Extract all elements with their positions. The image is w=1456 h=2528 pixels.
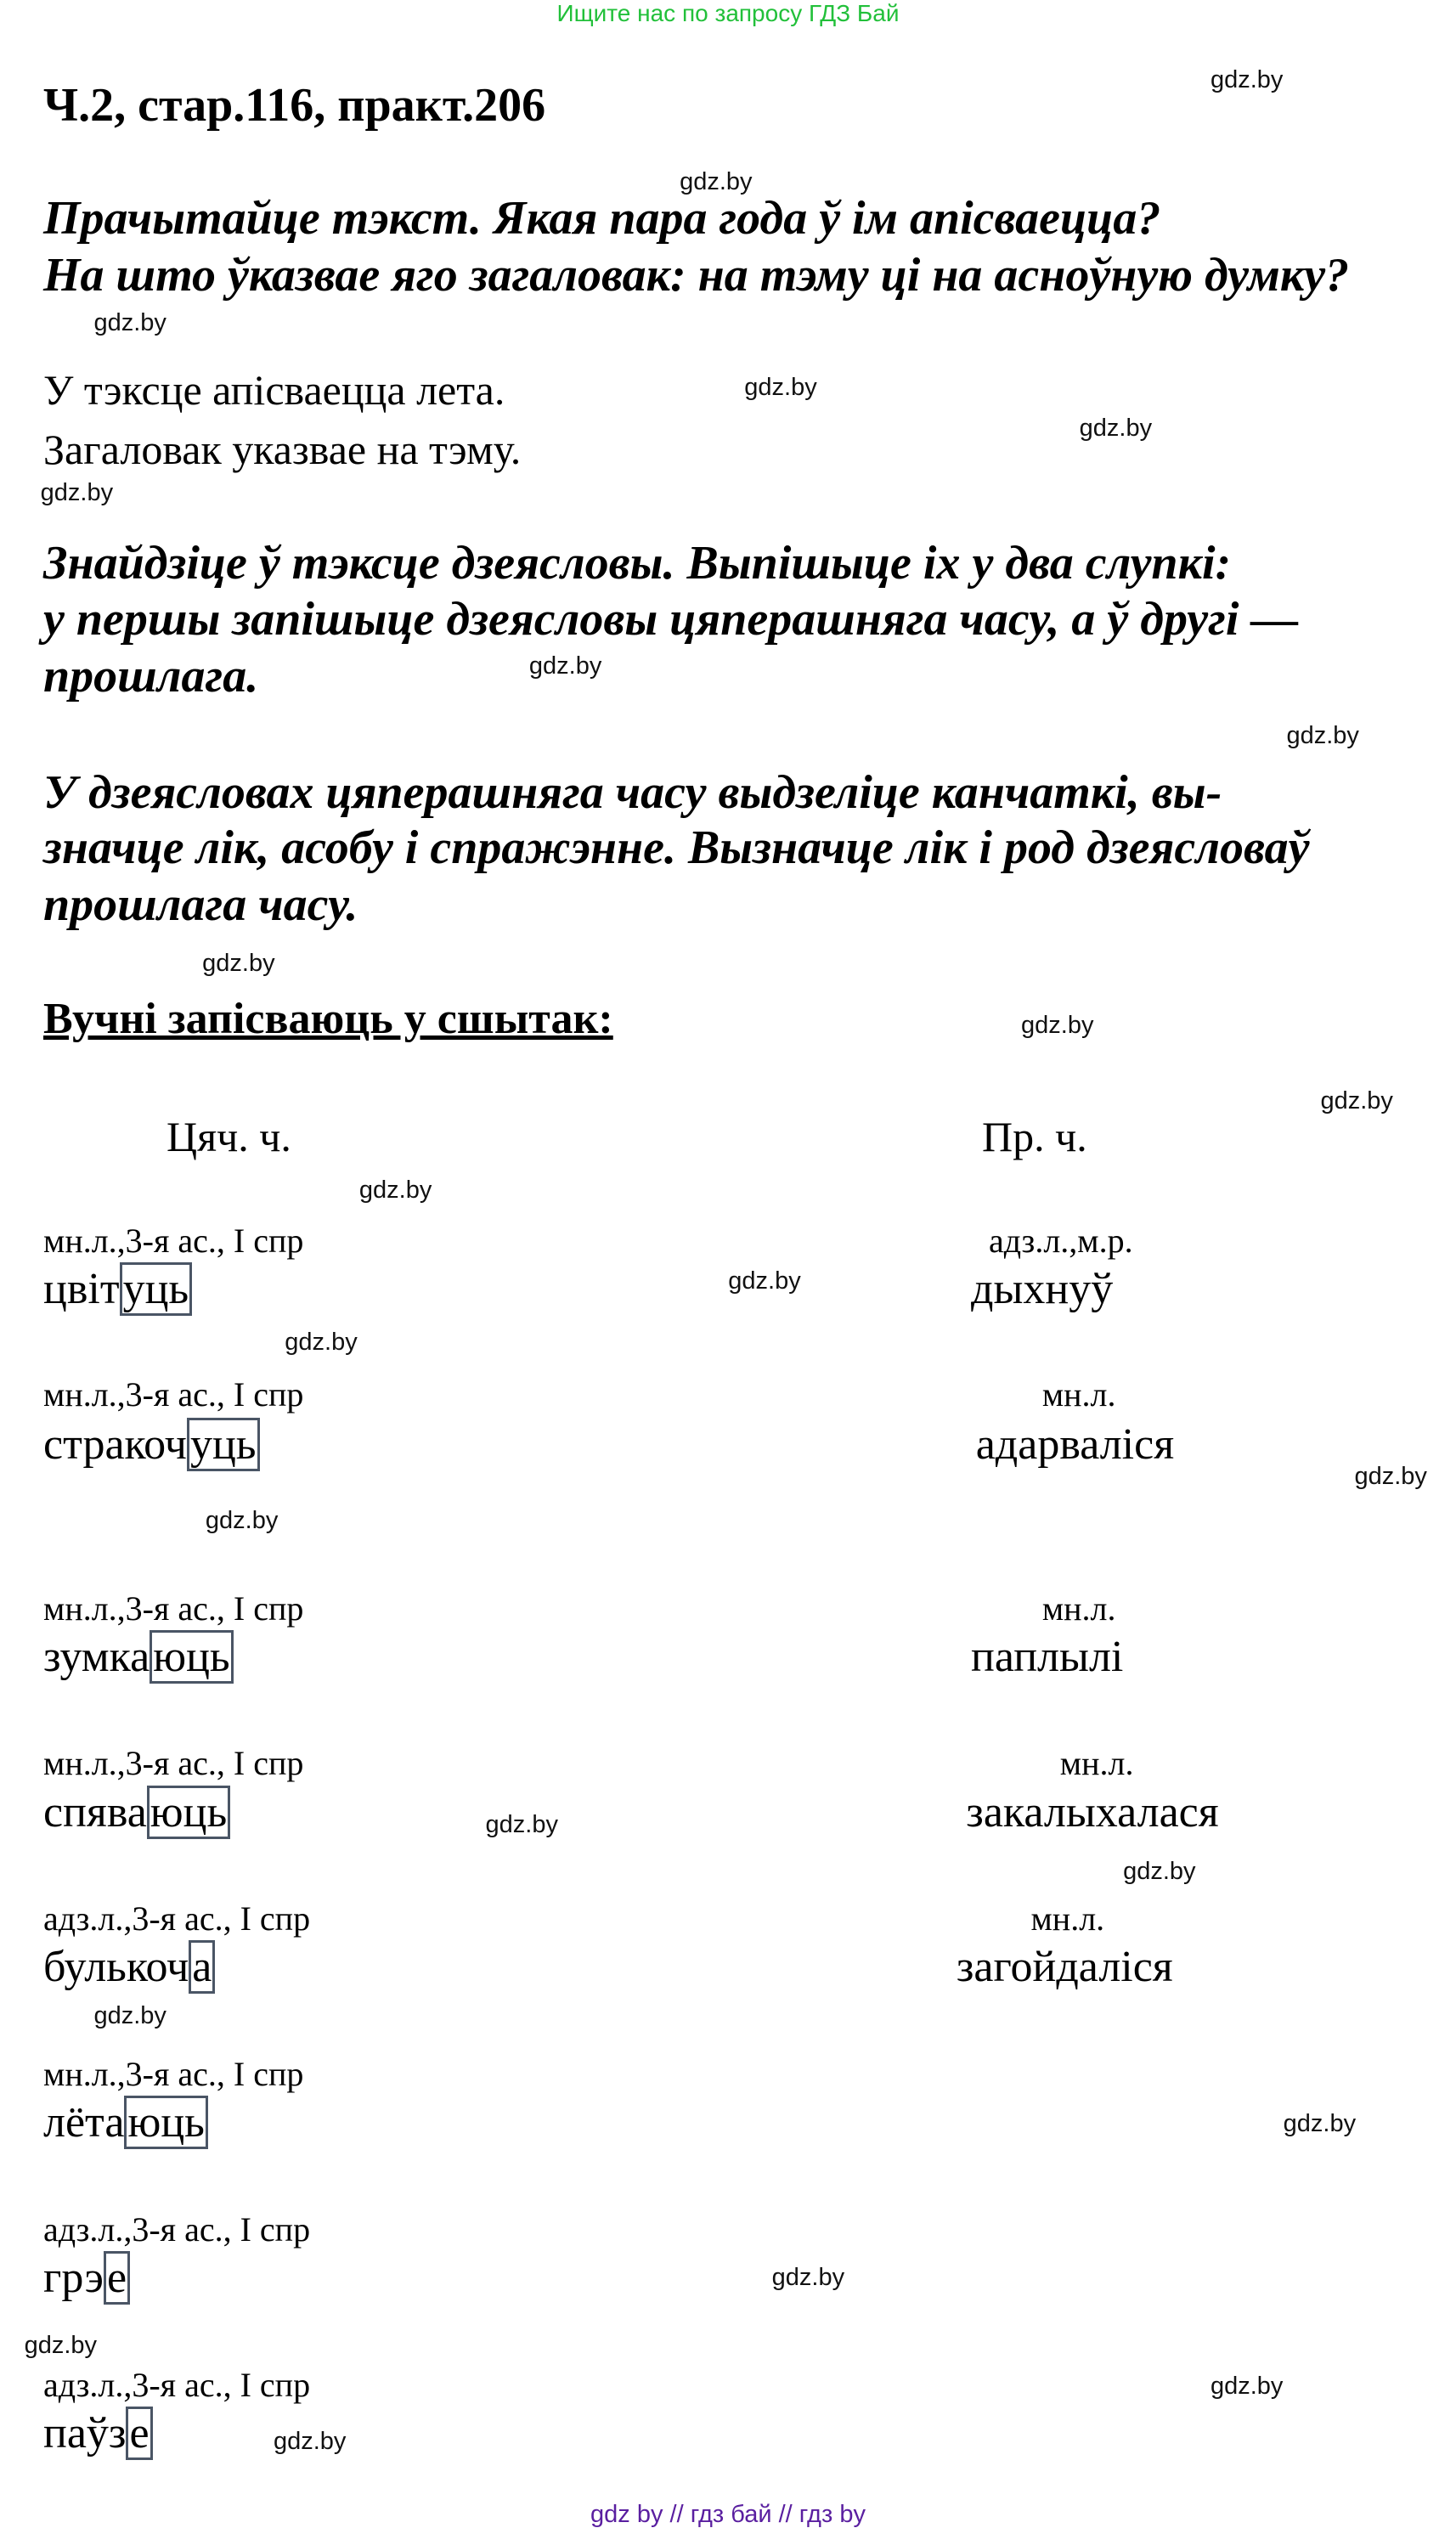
present-verb xyxy=(43,1787,230,1837)
verb-ending-box: юць xyxy=(150,1630,233,1684)
past-verb: дыхнуў xyxy=(971,1265,1114,1314)
watermark: gdz.by xyxy=(1079,414,1153,442)
watermark: gdz.by xyxy=(1354,1463,1427,1491)
present-verb-grammar-label: мн.л.,3-я ас., I спр xyxy=(43,1375,304,1414)
task-2-line: Знайдзіце ў тэксце дзеясловы. Выпішыце іх у два слупкі: xyxy=(43,537,1232,590)
verb-stem: стракоч xyxy=(43,1420,187,1470)
footer-watermark: gdz by // гдз бай // гдз by xyxy=(590,2501,866,2528)
past-verb: загойдаліся xyxy=(956,1943,1173,1992)
watermark: gdz.by xyxy=(202,950,275,978)
watermark: gdz.by xyxy=(1210,66,1284,94)
watermark: gdz.by xyxy=(1286,721,1359,749)
watermark: gdz.by xyxy=(93,2001,166,2029)
present-verb-grammar-label: мн.л.,3-я ас., I спр xyxy=(43,2055,304,2094)
task-1-line: Прачытайце тэкст. Якая пара года ў ім апісваецца? xyxy=(43,192,1161,245)
verb-stem: лёта xyxy=(43,2098,125,2147)
task-2-line: прошлага. xyxy=(43,650,259,703)
verb-ending-box: юць xyxy=(147,1786,230,1839)
page-title: Ч.2, стар.116, практ.206 xyxy=(43,79,546,132)
watermark: gdz.by xyxy=(93,309,166,336)
past-verb-grammar-label: мн.л. xyxy=(1030,1899,1105,1938)
watermark: gdz.by xyxy=(1210,2372,1284,2400)
watermark: gdz.by xyxy=(358,1177,432,1205)
task-3-line: У дзеясловах цяперашняга часу выдзеліце канчаткі, вы- xyxy=(43,766,1222,819)
verb-stem: цвіт xyxy=(43,1265,120,1314)
past-tense-column-header: Пр. ч. xyxy=(982,1113,1087,1160)
watermark: gdz.by xyxy=(40,479,114,507)
present-verb xyxy=(43,2254,130,2303)
present-verb-grammar-label: адз.л.,3-я ас., I спр xyxy=(43,2365,311,2404)
past-verb: паплылі xyxy=(971,1632,1124,1681)
past-verb-grammar-label: адз.л.,м.р. xyxy=(988,1222,1133,1261)
verb-stem: зумка xyxy=(43,1632,150,1681)
present-verb xyxy=(43,2098,208,2147)
past-verb-grammar-label: мн.л. xyxy=(1041,1375,1116,1414)
task-3-line: значце лік, асобу і спражэнне. Вызначце лік і род дзеясловаў xyxy=(43,821,1310,874)
watermark: gdz.by xyxy=(273,2427,347,2455)
present-verb-grammar-label: адз.л.,3-я ас., I спр xyxy=(43,1899,311,1938)
watermark: gdz.by xyxy=(1123,1858,1196,1886)
answer-1-line: У тэксце апісваецца лета. xyxy=(43,366,505,414)
present-verb xyxy=(43,1267,192,1312)
present-verb-grammar-label: мн.л.,3-я ас., I спр xyxy=(43,1222,304,1261)
task-1-line: На што ўказвае яго загаловак: на тэму ці на асноўную думку? xyxy=(43,249,1350,302)
past-verb-grammar-label: мн.л. xyxy=(1041,1588,1116,1628)
watermark: gdz.by xyxy=(728,1267,801,1295)
past-verb: закалыхалася xyxy=(966,1787,1219,1837)
past-verb-grammar-label: мн.л. xyxy=(1059,1744,1134,1783)
watermark: gdz.by xyxy=(744,374,817,402)
present-verb-grammar-label: мн.л.,3-я ас., I спр xyxy=(43,1744,304,1783)
verb-stem: паўз xyxy=(43,2409,127,2458)
verb-ending-box: е xyxy=(126,2407,152,2460)
past-verb: адарваліся xyxy=(975,1420,1175,1470)
present-verb xyxy=(43,1632,234,1681)
watermark: gdz.by xyxy=(680,168,753,196)
watermark: gdz.by xyxy=(1021,1011,1094,1039)
watermark: gdz.by xyxy=(1283,2110,1357,2138)
present-verb xyxy=(43,1943,215,1992)
present-tense-column-header: Цяч. ч. xyxy=(166,1113,291,1160)
verb-stem: грэ xyxy=(43,2254,104,2303)
verb-stem: булькоч xyxy=(43,1943,189,1992)
verb-ending-box: уць xyxy=(120,1262,193,1316)
verb-stem: спява xyxy=(43,1787,147,1837)
present-verb xyxy=(43,2409,153,2458)
verb-ending-box: а xyxy=(189,1940,215,1994)
verb-ending-box: уць xyxy=(187,1418,260,1471)
watermark: gdz.by xyxy=(205,1506,279,1534)
present-verb-grammar-label: адз.л.,3-я ас., I спр xyxy=(43,2210,311,2249)
verb-ending-box: юць xyxy=(124,2096,207,2149)
present-verb-grammar-label: мн.л.,3-я ас., I спр xyxy=(43,1588,304,1628)
task-3-line: прошлага часу. xyxy=(43,878,358,931)
search-hint-banner: Ищите нас по запросу ГДЗ Бай xyxy=(556,0,900,26)
watermark: gdz.by xyxy=(771,2264,845,2292)
present-verb xyxy=(43,1420,260,1470)
notebook-heading: Вучні запісваюць у сшытак: xyxy=(43,995,613,1043)
answer-1-line: Загаловак указвае на тэму. xyxy=(43,426,522,473)
watermark: gdz.by xyxy=(285,1329,358,1357)
task-2-line: у першы запішыце дзеясловы цяперашняга часу, а ў другі — xyxy=(43,593,1299,646)
watermark: gdz.by xyxy=(485,1810,558,1838)
watermark: gdz.by xyxy=(1320,1087,1393,1115)
watermark: gdz.by xyxy=(528,652,602,680)
verb-ending-box: е xyxy=(104,2251,130,2305)
watermark: gdz.by xyxy=(24,2332,98,2360)
